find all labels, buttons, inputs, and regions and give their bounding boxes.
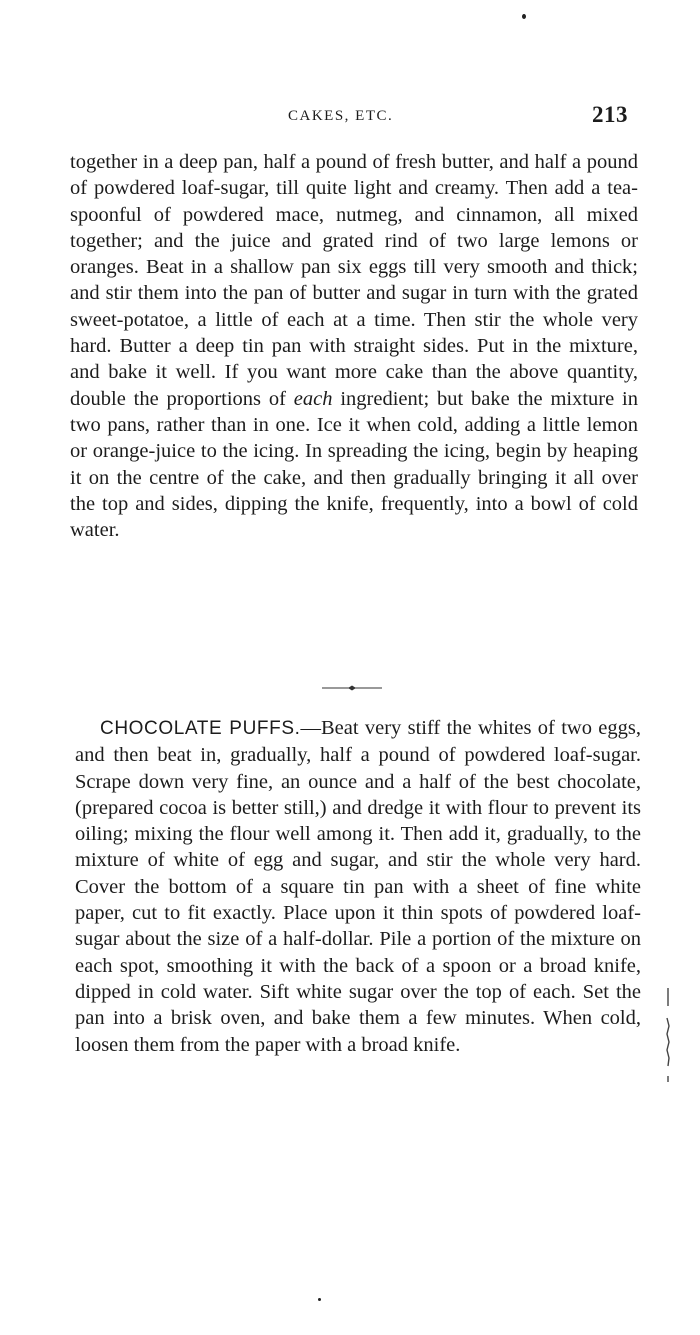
paragraph-continued [70, 149, 638, 543]
page-header [0, 104, 700, 134]
margin-pencil-mark [664, 986, 672, 1086]
ink-speck-bottom [318, 1298, 321, 1301]
section-divider [322, 684, 382, 692]
page-number: 213 [592, 102, 628, 127]
emphasis-text: each [293, 387, 333, 410]
recipe-heading: CHOCOLATE PUFFS. [100, 718, 301, 739]
paragraph-text-after: ingredient; but bake the mixture in two pans, rather than in one. Ice it when cold, adding a little lemon or orange-juice to the icing. In spreading the icing, begin by heaping it on the centre of the cake, and then gradually bringing it all over the top and sides, dipping the knife, frequently, into a bowl of cold water. [70, 387, 638, 542]
paragraph-text: together in a deep pan, half a pound of fresh butter, and half a pound of powdered loaf-sugar, till quite light and creamy. Then add a tea-spoonful of powdered mace, nutmeg, and cinnamon, all mixed together; and the juice and grated rind of two large lemons or oranges. Beat in a shallow pan six eggs till very smooth and thick; and stir them into the pan of butter and sugar in turn with the grated sweet-potatoe, a little of each at a time. Then stir the whole very hard. Butter a deep tin pan with straight sides. Put in the mixture, and bake it well. If you want more cake than the above quantity, double the proportions of [70, 151, 638, 410]
ink-speck-top [522, 14, 526, 19]
running-head: CAKES, ETC. [288, 108, 394, 124]
paragraph-text: —Beat very stiff the whites of two eggs, and then beat in, gradually, half a pound of powdered loaf-sugar. Scrape down very fine, an ounce and a half of the best chocolate, (prepared cocoa is better still,) and dredge it with flour to prevent its oiling; mixing the flour well among it. Then add it, gradually, to the mixture of white of egg and sugar, and stir the whole very hard. Cover the bottom of a square tin pan with a sheet of fine white paper, cut to fit exactly. Place upon it thin spots of powdered loaf-sugar about the size of a half-dollar. Pile a portion of the mixture on each spot, smoothing it with the back of a spoon or a broad knife, dipped in cold water. Sift white sugar over the top of each. Set the pan into a brisk oven, and bake them a few minutes. When cold, loosen them from the paper with a broad knife. [75, 717, 641, 1056]
recipe-paragraph [75, 715, 641, 1058]
